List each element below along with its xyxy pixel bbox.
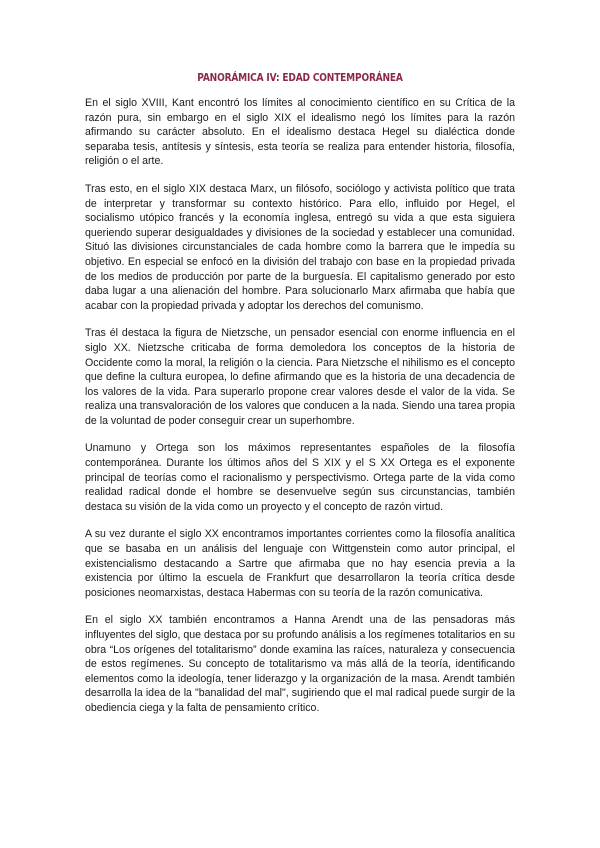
document-body bbox=[85, 96, 515, 729]
paragraph-marx: Tras esto, en el siglo XIX destaca Marx, un filósofo, sociólogo y activista político que trata de interpretar y transformar su contexto histórico. Para ello, influido por Hegel, el socialismo utópico francés y la economía inglesa, entregó su vida a que esta siguiera queriendo superar desigualdades y divisiones de la sociedad y establecer una comunidad. Situó las divisiones circunstanciales de cada hombre como la barrera que le impedía su objetivo. En especial se enfocó en la división del trabajo con base en la propiedad privada de los medios de producción por parte de la burguesía. El capitalismo generado por esto daba lugar a una alienación del hombre. Para solucionarlo Marx afirmaba que había que acabar con la propiedad privada y adoptar los derechos del comunismo. bbox=[85, 182, 515, 312]
page-title: PANORÁMICA IV: EDAD CONTEMPORÁNEA bbox=[197, 72, 403, 84]
paragraph-unamuno-ortega: Unamuno y Ortega son los máximos representantes españoles de la filosofía contemporánea. Durante los últimos años del S XIX y el S XX Ortega es el exponente principal de teorías como el racionalismo y perspectivismo. Ortega parte de la vida como realidad radical donde el hombre se desenvuelve según sus circunstancias, también destaca su visión de la vida como un proyecto y el concepto de razón virtud. bbox=[85, 442, 515, 513]
paragraph-nietzsche: Tras él destaca la figura de Nietzsche, un pensador esencial con enorme influencia en el siglo XX. Nietzsche criticaba de forma demoledora los conceptos de la historia de Occidente como la moral, la religión o la ciencia. Para Nietzsche el nihilismo es el concepto que define la cultura europea, lo define afirmando que es la historia de una decadencia de los valores de la vida. Para superarlo propone crear valores desde el valor de la vida. Se realiza una transvaloración de los valores que conducen a la nada. Siendo una tarea propia de la voluntad de poder conseguir crear un superhombre. bbox=[85, 327, 515, 427]
paragraph-siglo-xx-corrientes: A su vez durante el siglo XX encontramos importantes corrientes como la filosofía analítica que se basaba en un análisis del lenguaje con Wittgenstein como autor principal, el existencialismo destacando a Sartre que afirmaba que no hay esencia previa a la existencia por último la escuela de Frankfurt que desarrollaron la teoría crítica desde posiciones neomarxistas, destaca Habermas con su teoría de la razón comunicativa. bbox=[85, 528, 515, 599]
paragraph-kant-hegel: En el siglo XVIII, Kant encontró los límites al conocimiento científico en su Crítica de la razón pura, sin embargo en el siglo XIX el idealismo negó los límites para la razón afirmando su carácter absoluto. En el idealismo destaca Hegel su dialéctica donde separaba tesis, antítesis y síntesis, esta teoría se realiza para entender historia, filosofía, religión o el arte. bbox=[85, 97, 515, 168]
paragraph-arendt: En el siglo XX también encontramos a Hanna Arendt una de las pensadoras más influyentes del siglo, que destaca por su profundo análisis a los regímenes totalitarios en su obra “Los orígenes del totalitarismo” donde examina las raíces, naturaleza y consecuencia de estos regímenes. Su concepto de totalitarismo va más allá de la teoría, identificando elementos como la ideología, tener liderazgo y la organización de la masa. Arendt también desarrolla la idea de la "banalidad del mal", sugiriendo que el mal radical puede surgir de la obediencia ciega y la falta de pensamiento crítico. bbox=[85, 614, 515, 714]
